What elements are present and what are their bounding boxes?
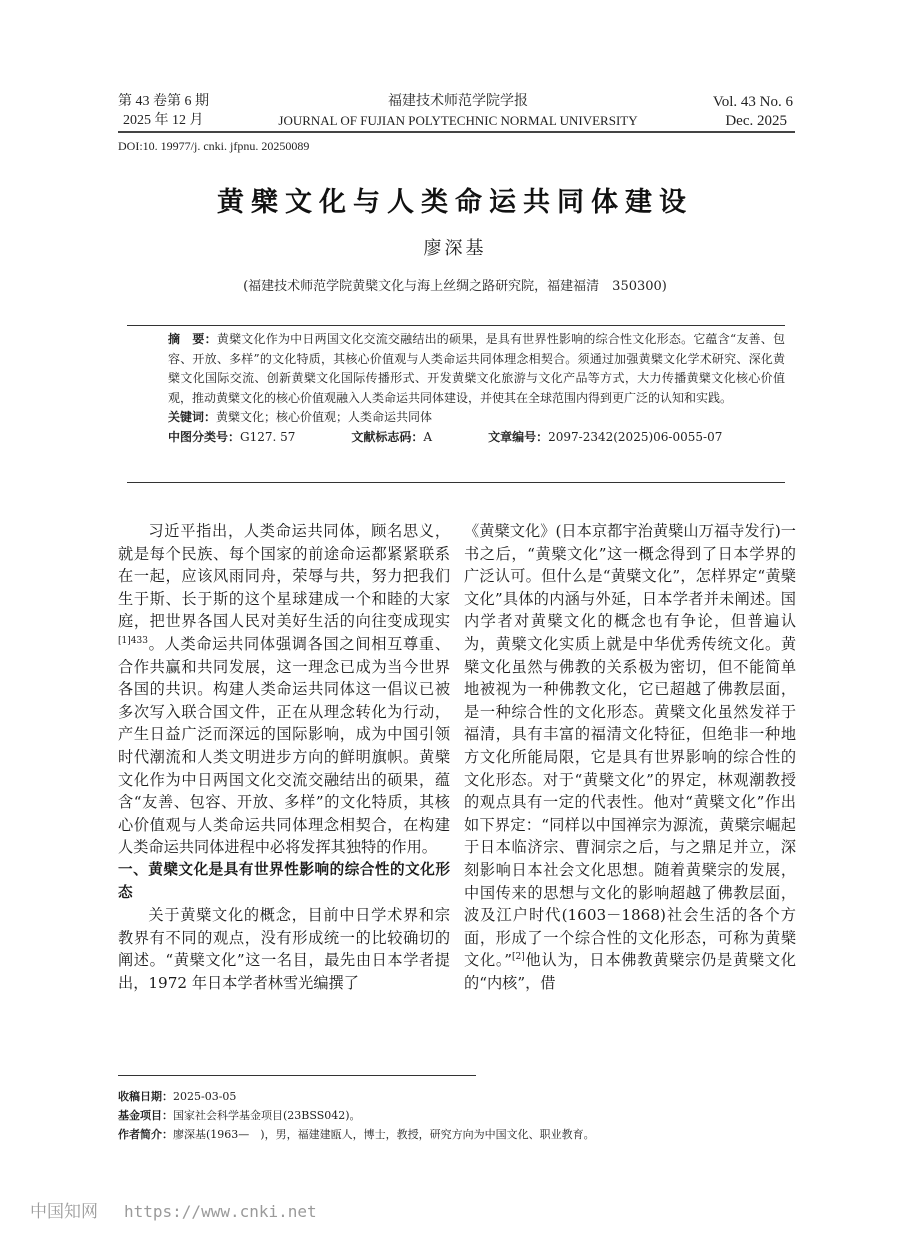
watermark-site-name: 中国知网	[30, 1202, 98, 1222]
article-author: 廖深基	[423, 238, 487, 259]
body-right-column	[464, 520, 796, 994]
article-title: 黄檗文化与人类命运共同体建设	[217, 187, 693, 218]
body-text: 《黄檗文化》(日本京都宇治黄檗山万福寺发行)一书之后，“黄檗文化”这一概念得到了日本学界的广泛认可。但什么是“黄檗文化”，怎样界定“黄檗文化”具体的内涵与外延，日本学者并未阐述。国内学者对黄檗文化的概念也有争论，但普遍认为，黄檗文化实质上就是中华优秀传统文化。黄檗文化虽然与佛教的关系极为密切，但不能简单地被视为一种佛教文化，它已超越了佛教层面，是一种综合性的文化形态。黄檗文化虽然发祥于福清，具有丰富的福清文化特征，但绝非一种地方文化所能局限，它是具有世界影响的综合性的文化形态。对于“黄檗文化”的界定，林观潮教授的观点具有一定的代表性。他对“黄檗文化”作出如下界定：“同样以中国禅宗为源流，黄檗宗崛起于日本临济宗、曹洞宗之后，与之鼎足并立，深刻影响日本社会文化思想。随着黄檗宗的发展，中国传来的思想与文化的影响超越了佛教层面，波及江户时代(1603－1868)社会生活的各个方面，形成了一个综合性的文化形态，可称为黄檗文化。”	[464, 522, 796, 970]
fund-value: 国家社会科学基金项目(23BSS042)。	[173, 1109, 361, 1122]
footnote-fund	[118, 1106, 595, 1125]
clc-label: 中图分类号：	[168, 429, 241, 444]
body-text: 。人类命运共同体强调各国之间相互尊重、合作共赢和共同发展，这一理念已成为当今世界各国的共识。构建人类命运共同体这一倡议已被多次写入联合国文件，正在从理念转化为行动，产生日益广泛而深远的国际影响，成为中国引领时代潮流和人类文明进步方向的鲜明旗帜。黄檗文化作为中日两国文化交流交融结出的硕果，蕴含“友善、包容、开放、多样”的文化特质，其核心价值观与人类命运共同体理念相契合，在构建人类命运共同体进程中必将发挥其独特的作用。	[118, 634, 450, 857]
bio-label: 作者简介：	[118, 1128, 173, 1141]
body-paragraph: 关于黄檗文化的概念，目前中日学术界和宗教界有不同的观点，没有形成统一的比较确切的阐述。“黄檗文化”这一名目，最先由日本学者提出，1972 年日本学者林雪光编撰了	[118, 906, 450, 992]
header-volume-en: Vol. 43 No. 6	[712, 94, 793, 110]
footnote-rule	[118, 1075, 476, 1076]
bio-value: 廖深基(1963— )，男，福建建瓯人，博士，教授，研究方向为中国文化、职业教育。	[173, 1128, 595, 1141]
abstract-block	[140, 330, 785, 447]
body-left-column	[118, 520, 450, 994]
abstract-top-rule	[127, 325, 785, 326]
body-text: 习近平指出，人类命运共同体，顾名思义，就是每个民族、每个国家的前途命运都紧紧联系在一起，应该风雨同舟，荣辱与共，努力把我们生于斯、长于斯的这个星球建成一个和睦的大家庭，把世界各国人民对美好生活的向往变成现实	[118, 522, 450, 631]
footnotes	[118, 1087, 595, 1144]
section-heading: 一、黄檗文化是具有世界性影响的综合性的文化形态	[118, 860, 450, 901]
header-date-cn: 2025 年 12 月	[123, 113, 204, 128]
header-journal-en: JOURNAL OF FUJIAN POLYTECHNIC NORMAL UNIVERSITY	[278, 113, 638, 128]
body-text: 他认为，日本佛教黄檗宗仍是黄檗文化的“内核”，借	[464, 951, 796, 992]
keywords-row	[140, 408, 785, 428]
classification-row	[140, 428, 785, 448]
body-paragraph	[464, 520, 796, 994]
doc-code-value: A	[423, 429, 433, 444]
header-volume-cn: 第 43 卷第 6 期	[118, 94, 209, 109]
keywords-label: 关键词：	[168, 410, 217, 424]
abstract-text: 黄檗文化作为中日两国文化交流交融结出的硕果，是具有世界性影响的综合性文化形态。它蕴含“友善、包容、开放、多样”的文化特质，其核心价值观与人类命运共同体理念相契合。须通过加强黄檗文化学术研究、深化黄檗文化国际交流、创新黄檗文化国际传播形式、开发黄檗文化旅游与文化产品等方式，大力传播黄檗文化核心价值观，推动黄檗文化的核心价值观融入人类命运共同体建设，并使其在全球范围内得到更广泛的认知和实践。	[168, 332, 785, 405]
cnki-watermark	[30, 1197, 317, 1222]
footnote-received	[118, 1087, 595, 1106]
keywords-value: 黄檗文化；核心价值观；人类命运共同体	[216, 410, 433, 424]
header-journal-cn: 福建技术师范学院学报	[388, 94, 528, 109]
abstract-bottom-rule	[127, 482, 785, 483]
clc-value: G127. 57	[240, 429, 296, 444]
abstract-label: 摘 要：	[168, 332, 217, 346]
body-paragraph	[118, 520, 450, 859]
header-rule	[118, 131, 795, 133]
footnote-bio	[118, 1125, 595, 1144]
abstract-paragraph	[140, 330, 785, 408]
received-date: 2025-03-05	[173, 1090, 237, 1103]
received-label: 收稿日期：	[118, 1090, 173, 1103]
fund-label: 基金项目：	[118, 1109, 173, 1122]
doc-code-label: 文献标志码：	[351, 429, 424, 444]
article-no-value: 2097-2342(2025)06-0055-07	[548, 429, 723, 444]
citation-ref: [1]433	[118, 635, 148, 646]
article-affiliation: (福建技术师范学院黄檗文化与海上丝绸之路研究院，福建福清 350300)	[243, 279, 667, 294]
watermark-url[interactable]: https://www.cnki.net	[124, 1202, 317, 1221]
article-no-label: 文章编号：	[488, 429, 549, 444]
citation-ref: [2]	[512, 952, 525, 963]
doi: DOI:10. 19977/j. cnki. jfpnu. 20250089	[118, 139, 310, 153]
header-date-en: Dec. 2025	[725, 113, 787, 129]
